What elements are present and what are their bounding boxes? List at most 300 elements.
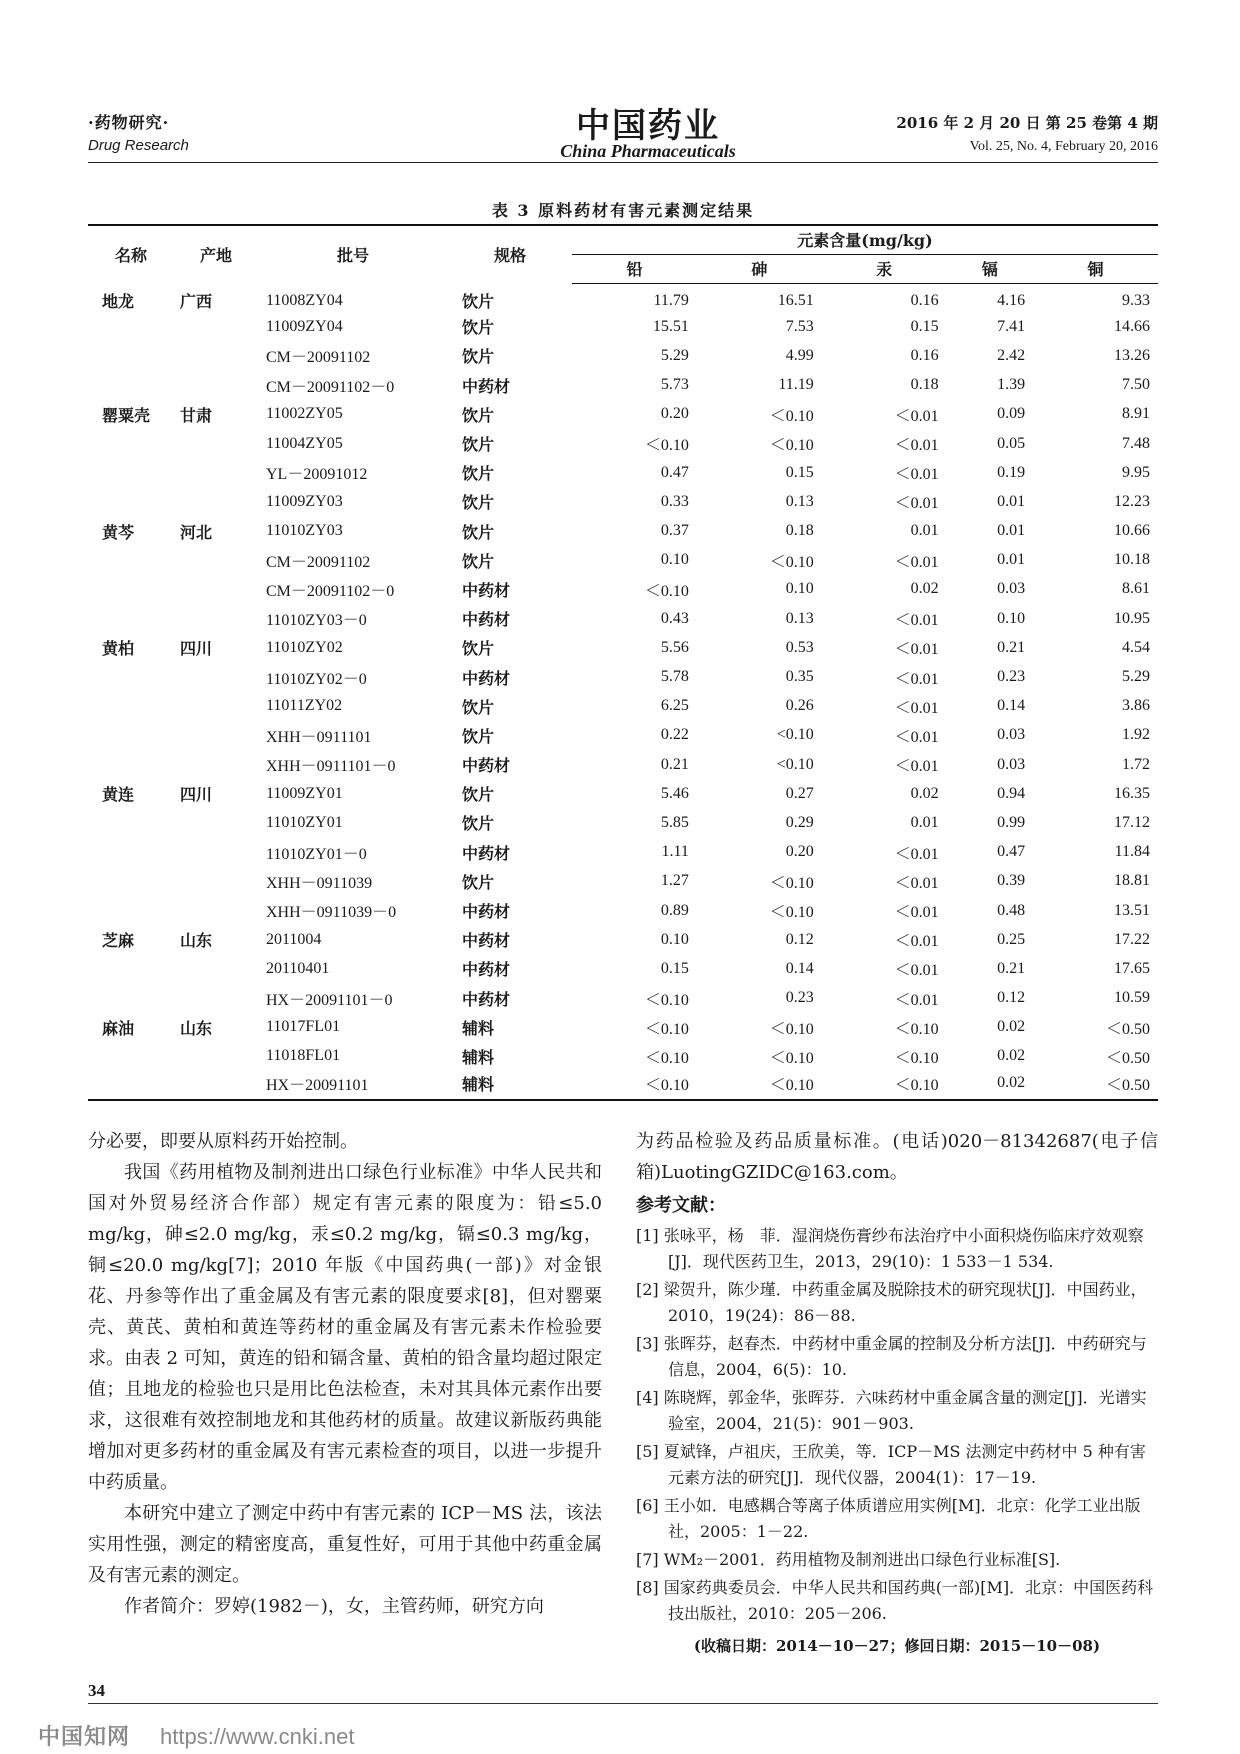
col-content-header: 元素含量(mg/kg) <box>572 225 1158 254</box>
cell-value: 7.50 <box>1122 376 1150 394</box>
cell-value: 0.25 <box>997 930 1026 948</box>
cell-value: ＜0.10 <box>769 904 814 922</box>
cell-value: 0.43 <box>660 609 689 627</box>
cell-value: 5.29 <box>660 346 689 364</box>
cell-name <box>88 662 174 691</box>
cell-name <box>88 954 174 983</box>
cell-value: 2.42 <box>997 346 1026 364</box>
cell-batch: 11011ZY02 <box>266 697 343 715</box>
table-row <box>88 896 1158 925</box>
table-row <box>88 721 1158 750</box>
cell-value: ＜0.01 <box>894 466 939 484</box>
cell-name <box>88 546 174 575</box>
cell-value: 0.10 <box>785 580 814 598</box>
section-label <box>88 110 189 154</box>
cell-value: ＜0.10 <box>769 437 814 455</box>
cell-value: 1.72 <box>1122 755 1150 773</box>
cell-value: ＜0.10 <box>697 1071 822 1100</box>
cell-origin: 山东 <box>180 933 213 951</box>
table-row <box>88 1042 1158 1071</box>
cell-origin: 四川 <box>180 787 213 805</box>
header-rule <box>88 162 1158 163</box>
cell-value: ＜0.10 <box>769 874 814 892</box>
cell-value: 8.91 <box>1122 405 1150 423</box>
cell-batch: YL－20091012 <box>266 466 368 484</box>
cell-value: ＜0.01 <box>894 874 939 892</box>
reference-item: [6] 王小如．电感耦合等离子体质谱应用实例[M]．北京：化学工业出版社，2005：1－22. <box>636 1496 1141 1541</box>
cell-origin <box>174 838 258 867</box>
cell-batch: 11008ZY04 <box>266 291 343 309</box>
cell-name <box>88 896 174 925</box>
col-cadmium-header: 镉 <box>947 254 1033 283</box>
cell-value: 0.13 <box>785 492 814 510</box>
table-row <box>88 487 1158 516</box>
cell-spec: 中药材 <box>462 612 511 630</box>
cell-value: 9.95 <box>1122 463 1150 481</box>
col-mercury-header: 汞 <box>822 254 947 283</box>
cell-origin <box>174 984 258 1013</box>
cell-value: 0.94 <box>997 784 1026 802</box>
cell-value: 11.79 <box>653 291 689 309</box>
reference-item: [2] 梁贺升，陈少瑾．中药重金属及脱除技术的研究现状[J]．中国药业，2010，19(24)：86－88. <box>636 1280 1147 1325</box>
cell-spec: 饮片 <box>462 437 495 455</box>
cell-value: 0.21 <box>997 959 1026 977</box>
cell-value: 15.51 <box>652 317 689 335</box>
results-table <box>88 224 1158 1101</box>
footer-rule <box>88 1703 1158 1704</box>
table-row <box>88 312 1158 341</box>
cell-value: 0.53 <box>785 638 814 656</box>
cell-spec: 饮片 <box>462 407 495 425</box>
section-cn: ·药物研究· <box>88 113 170 132</box>
cell-name <box>88 429 174 458</box>
cell-value: ＜0.10 <box>644 1020 689 1038</box>
cell-spec: 中药材 <box>462 670 511 688</box>
cell-spec: 中药材 <box>462 758 511 776</box>
cell-value: ＜0.01 <box>894 641 939 659</box>
table-row <box>88 662 1158 691</box>
cell-value: 0.09 <box>997 405 1026 423</box>
table-row <box>88 371 1158 400</box>
cell-value: 10.18 <box>1114 551 1150 569</box>
issue-volume: Vol. 25, No. 4, February 20, 2016 <box>969 139 1158 154</box>
cell-value: 0.02 <box>997 1018 1026 1036</box>
table-row <box>88 838 1158 867</box>
col-lead-header: 铅 <box>572 254 697 283</box>
received-dates: (收稿日期：2014－10－27；修回日期：2015－10－08) <box>693 1637 1101 1655</box>
cell-value: 0.20 <box>660 405 689 423</box>
cell-value: 0.13 <box>785 609 814 627</box>
cell-name <box>88 458 174 487</box>
cell-value: ＜0.01 <box>894 845 939 863</box>
paragraph: 我国《药用植物及制剂进出口绿色行业标准》中华人民共和国对外贸易经济合作部）规定有害元素的限度为：铅≤5.0 mg/kg，砷≤2.0 mg/kg，汞≤0.2 mg/kg，镉≤0.3 mg/kg，铜≤20.0 mg/kg[7]；2010 年版《中国药典(一部)》对金银花、丹参等作出了重金属及有害元素的限度要求[8]，但对罂粟壳、黄芪、黄柏和黄连等药材的重金属及有害元素未作检验要求。由表 2 可知，黄连的铅和镉含量、黄柏的铅含量均超过限定值；且地龙的检验也只是用比色法检查，未对其具体元素作出要求，这很难有效控制地龙和其他药材的质量。故建议新版药典能增加对更多药材的重金属及有害元素检查的项目，以进一步提升中药质量。 <box>88 1162 602 1493</box>
cell-value: ＜0.10 <box>769 553 814 571</box>
cell-origin <box>174 867 258 896</box>
cell-value: 0.15 <box>660 959 689 977</box>
cell-batch: 11017FL01 <box>266 1018 341 1036</box>
cell-value: 7.48 <box>1122 434 1150 452</box>
journal-logo <box>518 98 778 162</box>
cell-batch: XHH－0911101 <box>266 728 372 746</box>
table-row <box>88 867 1158 896</box>
cell-batch: XHH－0911101－0 <box>266 758 396 776</box>
cell-name <box>88 750 174 779</box>
table-row <box>88 1071 1158 1100</box>
cell-spec: 饮片 <box>462 349 495 367</box>
cell-value: ＜0.50 <box>1105 1020 1150 1038</box>
cell-value: 0.01 <box>997 551 1026 569</box>
table-row <box>88 546 1158 575</box>
cell-value: 5.73 <box>660 376 689 394</box>
cell-batch: 11009ZY01 <box>266 784 343 802</box>
table-row <box>88 692 1158 721</box>
cell-spec: 饮片 <box>462 641 495 659</box>
cell-value: 4.99 <box>785 346 814 364</box>
cell-spec: 饮片 <box>462 728 495 746</box>
cell-origin <box>174 896 258 925</box>
cell-value: 1.11 <box>661 843 689 861</box>
cell-value: ＜0.01 <box>894 612 939 630</box>
cell-name <box>88 838 174 867</box>
table-title: 表 3 原料药材有害元素测定结果 <box>491 201 755 220</box>
cell-batch: 11009ZY03 <box>266 492 343 510</box>
cell-value: 5.85 <box>660 813 689 831</box>
cell-value: 0.12 <box>997 989 1026 1007</box>
cell-value: 0.26 <box>785 697 814 715</box>
cell-batch: 11018FL01 <box>266 1047 341 1065</box>
cell-value: 0.15 <box>910 317 939 335</box>
cell-origin: 甘肃 <box>180 407 213 425</box>
cell-value: 0.19 <box>997 463 1026 481</box>
cell-value: 1.27 <box>660 872 689 890</box>
cell-value: 12.23 <box>1114 492 1150 510</box>
cell-origin <box>174 604 258 633</box>
cell-value: 0.14 <box>997 697 1026 715</box>
reference-item: [3] 张晖芬，赵春杰．中药材中重金属的控制及分析方法[J]．中药研究与信息，2004，6(5)：10. <box>636 1334 1147 1379</box>
cell-value: ＜0.10 <box>644 1049 689 1067</box>
cell-value: 0.33 <box>660 492 689 510</box>
cell-value: 0.10 <box>660 930 689 948</box>
cell-value: 17.12 <box>1114 813 1150 831</box>
cell-name <box>88 341 174 370</box>
cell-value: 0.22 <box>660 726 689 744</box>
cell-spec: 中药材 <box>462 582 511 600</box>
table-row <box>88 1013 1158 1042</box>
cell-batch: CM－20091102 <box>266 349 371 367</box>
table-body <box>88 283 1158 1100</box>
cell-origin <box>174 429 258 458</box>
cell-value: ＜0.10 <box>894 1049 939 1067</box>
cell-value: 0.01 <box>910 813 939 831</box>
author-bio: 作者简介：罗婷(1982－)，女，主管药师，研究方向 <box>124 1596 544 1617</box>
cell-batch: 11010ZY01 <box>266 813 343 831</box>
cell-batch: 11010ZY02 <box>266 638 343 656</box>
cell-value: 9.33 <box>1122 291 1150 309</box>
cell-value: ＜0.10 <box>769 1020 814 1038</box>
watermark-url: https://www.cnki.net <box>160 1724 355 1749</box>
col-arsenic-header: 砷 <box>697 254 822 283</box>
table-row <box>88 283 1158 312</box>
cell-name <box>88 984 174 1013</box>
cell-origin <box>174 808 258 837</box>
cell-value: ＜0.10 <box>644 582 689 600</box>
cell-spec: 饮片 <box>462 524 495 542</box>
cell-value: 0.02 <box>910 784 939 802</box>
cell-value: 10.95 <box>1114 609 1150 627</box>
cell-value: 0.21 <box>997 638 1026 656</box>
cell-value: 0.23 <box>785 989 814 1007</box>
cell-value: 10.66 <box>1114 522 1150 540</box>
cell-name <box>88 1071 174 1100</box>
col-copper-header: 铜 <box>1033 254 1158 283</box>
right-column <box>636 1126 1158 1662</box>
cell-value: 0.03 <box>997 580 1026 598</box>
col-spec-header: 规格 <box>448 225 572 283</box>
cell-spec: 饮片 <box>462 466 495 484</box>
table-row <box>88 517 1158 546</box>
cell-value: 0.12 <box>785 930 814 948</box>
table-row <box>88 341 1158 370</box>
cell-origin <box>174 371 258 400</box>
cell-spec: 饮片 <box>462 320 495 338</box>
cell-name <box>88 487 174 516</box>
cell-value: <0.10 <box>776 726 814 744</box>
col-origin-header: 产地 <box>174 225 258 283</box>
cell-name <box>88 604 174 633</box>
cell-value: 0.16 <box>910 346 939 364</box>
cell-value: 7.41 <box>997 317 1026 335</box>
cell-spec: 饮片 <box>462 787 495 805</box>
cell-spec: 饮片 <box>462 495 495 513</box>
table-row <box>88 808 1158 837</box>
cell-batch: 20110401 <box>266 959 330 977</box>
cell-batch: 11009ZY04 <box>266 317 343 335</box>
cell-origin: 四川 <box>180 641 213 659</box>
cell-value: 7.53 <box>785 317 814 335</box>
cell-spec: 饮片 <box>462 553 495 571</box>
cell-value: 6.25 <box>660 697 689 715</box>
cell-spec: 辅料 <box>462 1020 495 1038</box>
reference-item: [4] 陈晓辉，郭金华，张晖芬．六味药材中重金属含量的测定[J]．光谱实验室，2004，21(5)：901－903. <box>636 1388 1147 1433</box>
reference-item: [1] 张咏平，杨 菲．湿润烧伤膏纱布法治疗中小面积烧伤临床疗效观察[J]．现代医药卫生，2013，29(10)：1 533－1 534. <box>636 1226 1144 1271</box>
cell-value: 0.23 <box>997 668 1026 686</box>
section-en: Drug Research <box>88 137 189 154</box>
cell-value: 11.84 <box>1114 843 1150 861</box>
cell-origin <box>174 312 258 341</box>
cell-origin <box>174 1042 258 1071</box>
cell-value: 1.39 <box>997 376 1026 394</box>
cell-batch: 11010ZY03－0 <box>266 612 367 630</box>
cell-value: 0.47 <box>660 463 689 481</box>
table-row <box>88 779 1158 808</box>
issue-date: 2016 年 2 月 20 日 第 25 卷第 4 期 <box>896 114 1158 132</box>
cell-value: 0.35 <box>785 668 814 686</box>
cell-value: ＜0.01 <box>894 904 939 922</box>
cell-value: 0.29 <box>785 813 814 831</box>
cell-value: 0.03 <box>997 755 1026 773</box>
cell-value: 18.81 <box>1114 872 1150 890</box>
cell-batch: HX－20091101－0 <box>266 991 393 1009</box>
cell-batch: XHH－0911039 <box>266 874 373 892</box>
cell-value: 0.27 <box>785 784 814 802</box>
cell-value: 5.46 <box>660 784 689 802</box>
cell-origin <box>174 750 258 779</box>
cell-value: 0.10 <box>997 609 1026 627</box>
cell-value: 0.18 <box>785 522 814 540</box>
cell-batch: 11002ZY05 <box>266 405 343 423</box>
cell-origin <box>174 575 258 604</box>
cell-value: 4.54 <box>1122 638 1150 656</box>
cell-name <box>88 575 174 604</box>
cell-origin <box>174 487 258 516</box>
cell-name <box>88 867 174 896</box>
cell-name <box>88 1042 174 1071</box>
cell-batch: 11010ZY03 <box>266 522 343 540</box>
cell-origin: 山东 <box>180 1020 213 1038</box>
journal-cn: 中国药业 <box>576 106 720 146</box>
table-row <box>88 458 1158 487</box>
cell-name <box>88 692 174 721</box>
cell-value: ＜0.01 <box>894 699 939 717</box>
cell-value: ＜0.01 <box>894 553 939 571</box>
cell-value: ＜0.50 <box>1105 1049 1150 1067</box>
cell-value: 0.02 <box>910 580 939 598</box>
cell-value: 0.20 <box>785 843 814 861</box>
reference-item: [5] 夏斌锋，卢祖庆，王欣美，等．ICP－MS 法测定中药材中 5 种有害元素方法的研究[J]．现代仪器，2004(1)：17－19. <box>636 1442 1146 1487</box>
cell-value: 0.37 <box>660 522 689 540</box>
cell-name <box>88 808 174 837</box>
cell-origin <box>174 1071 258 1100</box>
cell-origin <box>174 721 258 750</box>
table-row <box>88 925 1158 954</box>
cell-name: 地龙 <box>102 294 135 312</box>
cell-batch: 2011004 <box>266 930 322 948</box>
cell-value: ＜0.10 <box>822 1071 947 1100</box>
cell-spec: 辅料 <box>462 1049 495 1067</box>
cell-value: ＜0.10 <box>644 437 689 455</box>
cell-value: ＜0.10 <box>769 1049 814 1067</box>
table-row <box>88 575 1158 604</box>
reference-item: [7] WM₂－2001．药用植物及制剂进出口绿色行业标准[S]. <box>636 1550 1061 1569</box>
cell-batch: CM－20091102－0 <box>266 582 395 600</box>
cell-value: 0.02 <box>947 1071 1033 1100</box>
cell-value: ＜0.10 <box>894 1020 939 1038</box>
cell-origin <box>174 692 258 721</box>
cell-spec: 中药材 <box>462 378 511 396</box>
col-batch-header: 批号 <box>258 225 448 283</box>
cell-batch: XHH－0911039－0 <box>266 904 397 922</box>
cell-value: 0.03 <box>997 726 1026 744</box>
cell-value: ＜0.01 <box>894 670 939 688</box>
cell-name: 罂粟壳 <box>102 407 151 425</box>
cell-name <box>88 312 174 341</box>
cell-value: 16.35 <box>1114 784 1150 802</box>
cell-value: 5.78 <box>660 668 689 686</box>
cell-value: ＜0.01 <box>894 962 939 980</box>
cell-batch: HX－20091101 <box>258 1071 448 1100</box>
cell-value: ＜0.01 <box>894 437 939 455</box>
table-row <box>88 750 1158 779</box>
cell-value: 0.14 <box>785 959 814 977</box>
cell-spec: 中药材 <box>462 933 511 951</box>
cell-value: 3.86 <box>1122 697 1150 715</box>
cell-origin <box>174 662 258 691</box>
cell-batch: 11010ZY01－0 <box>266 845 367 863</box>
cell-value: 0.16 <box>910 291 939 309</box>
cell-value: ＜0.01 <box>894 407 939 425</box>
cell-value: 0.02 <box>997 1047 1026 1065</box>
cell-name: 麻油 <box>102 1020 135 1038</box>
page-header <box>88 106 1158 162</box>
cell-value: 17.65 <box>1114 959 1150 977</box>
journal-en: China Pharmaceuticals <box>560 141 736 161</box>
cell-value: ＜0.01 <box>894 991 939 1009</box>
cell-value: 0.01 <box>997 492 1026 510</box>
table-row <box>88 984 1158 1013</box>
watermark-logo: 中国知网 <box>38 1725 131 1750</box>
cell-value: 16.51 <box>777 291 814 309</box>
cell-name: 芝麻 <box>102 933 135 951</box>
cell-spec: 饮片 <box>462 699 495 717</box>
page-number: 34 <box>88 1681 105 1700</box>
cell-batch: CM－20091102 <box>266 553 371 571</box>
cell-value: 0.48 <box>997 901 1026 919</box>
cell-value: 13.26 <box>1114 346 1150 364</box>
cell-origin <box>174 954 258 983</box>
cell-value: 0.15 <box>785 463 814 481</box>
cell-value: 17.22 <box>1114 930 1150 948</box>
cell-spec: 辅料 <box>448 1071 572 1100</box>
reference-item: [8] 国家药典委员会．中华人民共和国药典(一部)[M]．北京：中国医药科技出版社，2010：205－206. <box>636 1578 1154 1623</box>
cell-value: 10.59 <box>1114 989 1150 1007</box>
paragraph: 分必要，即要从原料药开始控制。 <box>88 1131 358 1152</box>
cell-spec: 中药材 <box>462 962 511 980</box>
cell-value: ＜0.10 <box>644 991 689 1009</box>
table-row <box>88 604 1158 633</box>
cell-value: 0.21 <box>660 755 689 773</box>
cell-value: 0.89 <box>660 901 689 919</box>
cell-value: 0.05 <box>997 434 1026 452</box>
cell-value: 0.01 <box>910 522 939 540</box>
cell-spec: 中药材 <box>462 845 511 863</box>
author-bio-continued: 为药品检验及药品质量标准。(电话)020－81342687(电子信箱)LuotingGZIDC@163.com。 <box>636 1131 1158 1183</box>
cell-spec: 饮片 <box>462 294 495 312</box>
cell-spec: 中药材 <box>462 904 511 922</box>
cell-name: 黄芩 <box>102 524 135 542</box>
cell-value: 5.56 <box>660 638 689 656</box>
cell-value: 0.10 <box>660 551 689 569</box>
table-row <box>88 954 1158 983</box>
cell-value: <0.10 <box>776 755 814 773</box>
cell-value: 13.51 <box>1114 901 1150 919</box>
cell-value: 0.18 <box>910 376 939 394</box>
cell-value: 4.16 <box>997 291 1026 309</box>
cell-spec: 饮片 <box>462 816 495 834</box>
cell-name <box>88 371 174 400</box>
cell-value: ＜0.10 <box>769 407 814 425</box>
cell-origin <box>174 546 258 575</box>
table-row <box>88 429 1158 458</box>
cell-value: 8.61 <box>1122 580 1150 598</box>
cell-batch: CM－20091102－0 <box>266 378 395 396</box>
cell-origin <box>174 341 258 370</box>
cell-batch: 11010ZY02－0 <box>266 670 367 688</box>
cell-value: ＜0.01 <box>894 758 939 776</box>
issue-info <box>896 112 1158 155</box>
cell-value: 0.99 <box>997 813 1026 831</box>
cell-value: 5.29 <box>1122 668 1150 686</box>
cell-value: 0.39 <box>997 872 1026 890</box>
